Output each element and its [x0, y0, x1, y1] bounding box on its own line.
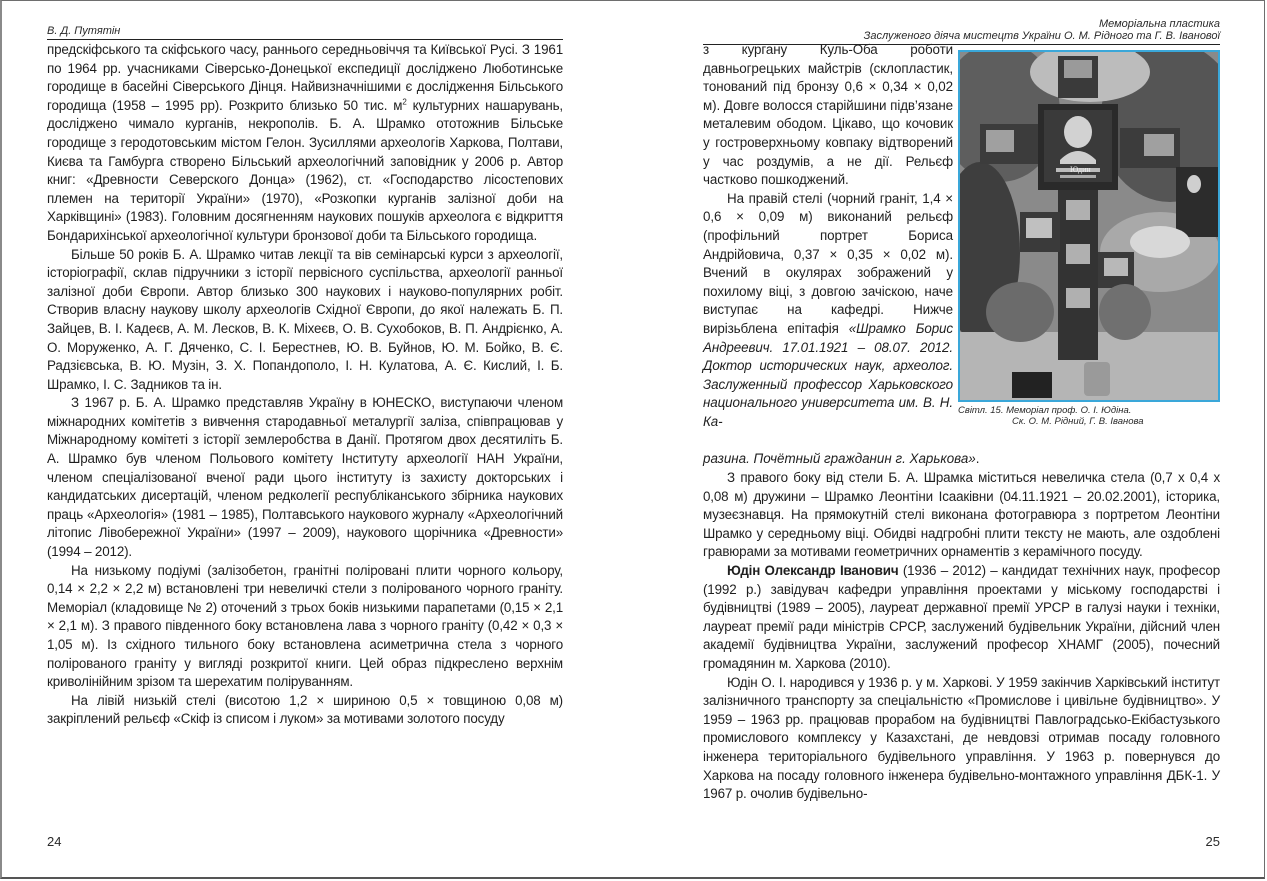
- figure-caption: [958, 405, 1220, 427]
- paragraph: На низькому подіумі (залізобетон, гранітні поліровані плити чорного кольору, 0,14 × 2,2 × 2,2 м) встановлені три невеличкі стели з полірованого чорного граніту. Меморіал (кладовище № 2) оточений з трьох боків низькими парапетами (0,15 × 2,1 × 2,1 м). З правого південного боку встановлена лава з чорного граніту (0,42 × 0,3 × 1,05 м). Із східного тильного боку встановлена асиметрична стела з чорного полірованого граніту у вигляді розкритої книги. Цей образ підкреслено верхнім криволінійним зрізом та шерехатим поліруванням.: [47, 562, 563, 690]
- paragraph: Юдін Олександр Іванович (1936 – 2012) – кандидат технічних наук, професор (1992 р.) завідувач кафедри управління проектами у міському господарстві і будівництві (1989 – 2005), лауреат державної премії УРСР в галузі науки і техніки, лауреат премії ради міністрів СРСР, заслужений будівельник України, дійсний член академії будівництва України, заслужений професор ХНАМГ (2005), почесний громадянин м. Харкова (2010).: [703, 562, 1221, 671]
- caption-line-2: Ск. О. М. Рідний, Г. В. Іванова: [1012, 416, 1144, 427]
- paragraph: предскіфського та скіфського часу, раннього середньовіччя та Київської Русі. З 1961 по 1964 рр. учасниками Сіверсько-Донецької експедиції досліджено Люботинське городище в басейні Сіверського Дінця. Найвизначнішими є дослідження Більського городища (1958 – 1995 рр). Розкрито близько 50 тис. $м^2$ культурних нашарувань, досліджено чимало курганів, некрополів. Б. А. Шрамко ототожнив Більське городище з геродотовським містом Гелон. Зусиллями археологів Харкова, Полтави, Києва та Гамбурга створено Більський археологічний заповідник у 2006 р. Автор книг: «Древности Северского Донца» (1962), ст. «Господарство лісостепових племен на території України» (1970), «Розкопки курганів залізної доби на Харківщині» (1983). Головним досягненням наукових пошуків археолога є відкриття Бондарихінської археологічної культури бронзової доби та Більського городища.: [47, 42, 563, 243]
- right-page: [703, 0, 1220, 881]
- page-number: 25: [1205, 834, 1220, 849]
- svg-text:Юдин: Юдин: [1070, 165, 1091, 174]
- superscript: 2: [402, 97, 407, 107]
- paragraph: Юдін О. І. народився у 1936 р. у м. Харкові. У 1959 закінчив Харківський інститут залізничного транспорту за спеціальністю «Промислове і цивільне будівництво». У 1959 – 1963 рр. працював прорабом на будівництві Павлоградсько-Екібастузького промислового комплексу у Казахстані, де невдовзі отримав посаду головного інженера територіального будівельного управління. У 1963 р. повернувся до Харкова на посаду головного інженера будівельно-монтажного управління ДБК-1. У 1967 р. очолив будівельно-: [703, 674, 1220, 802]
- text-wrapped-column: [703, 41, 953, 431]
- page-number: 24: [47, 834, 62, 849]
- epitaph-tail: разина. Почётный гражданин г. Харькова».: [703, 451, 980, 466]
- paragraph: На правій стелі (чорний граніт, 1,4 × 0,6 × 0,09 м) виконаний рельєф (профільний портрет Бориса Андрійовича, 0,37 × 0,35 × 0,02 м). Вчений в окулярах зображений у похилому віці, з довгою зачіскою, наче виступає на кафедрі. Нижче вирізьблена епітафія «Шрамко Борис Андреевич. 17.01.1921 – 08.07. 2012. Доктор исторических наук, археолог. Заслуженный профессор Харьковского национального университета им. В. Н. Ка-: [703, 190, 953, 429]
- paragraph: З 1967 р. Б. А. Шрамко представляв Україну в ЮНЕСКО, виступаючи членом міжнародних комітетів з вивчення стародавньої металургії заліза, співпрацював у Міжнародному комітеті з історії землеробства в Данії. Протягом двох десятиліть Б. А. Шрамко був членом Польового комітету Інституту археології НАН України, членом спеціалізованої вченої ради цього інституту із захисту докторських і кандидатських дисертацій, членом редколегії республіканського збірника наукових праць «Археологія» (1981 – 1985), Полтавського наукового журналу «Археологічний літопис Лівобережної України» (1997 – 2009), наукового щорічника «Древности» (1994 – 2012).: [47, 395, 563, 560]
- paragraph: На лівій низькій стелі (висотою 1,2 × шириною 0,5 × товщиною 0,08 м) закріплений рельєф «Скіф із списом і луком» за мотивами золотого посуду: [47, 692, 563, 727]
- memorial-photo-image: [960, 52, 1218, 400]
- memorial-photo: [958, 50, 1220, 402]
- paragraph: Більше 50 років Б. А. Шрамко читав лекції та вів семінарські курси з археології, історіографії, склав підручники з історії первісного суспільства, археології ранньої залізної доби Європи. Автор близько 300 наукових і науково-популярних робіт. Створив власну наукову школу археологів Східної Європи, до якої належать Б. П. Зайцев, В. І. Кадеєв, А. М. Лесков, В. К. Міхеєв, О. В. Сухобоков, В. П. Андрієнко, А. О. Моруженко, А. Г. Дяченко, С. І. Берестнев, Ю. В. Буйнов, Ю. М. Бойко, В. Є. Радзієвська, В. Ю. Музін, З. Х. Попандополо, І. Н. Кулатова, А. Є. Кислий, І. Б. Шрамко, І. С. Задников та ін.: [47, 246, 563, 392]
- running-head-line-2: Заслуженого діяча мистецтв України О. М. Рідного та Г. В. Іванової: [863, 30, 1220, 42]
- epitaph-quote: «Шрамко Борис Андреевич. 17.01.1921 – 08.07. 2012. Доктор исторических наук, археолог. Заслуженный профессор Харьковского национального университета им. В. Н. Ка-: [703, 320, 953, 429]
- paragraph: З правого боку від стели Б. А. Шрамка міститься невеличка стела (0,7 х 0,4 х 0,08 м) дружини – Шрамко Леонтіни Ісааківни (04.11.1921 – 20.02.2001), історика, музеєзнавця. На прямокутній стелі виконана фотогравюра з портретом Леонтіни Шрамко у середньому віці. Обидві надгробні плити тексту не мають, але оздоблені гравюрами за мотивами геометричних орнаментів з керамічного посуду.: [703, 470, 1220, 560]
- left-page-body: [47, 41, 563, 729]
- running-head-author: В. Д. Путятін: [47, 25, 563, 40]
- right-page-body: [703, 469, 1220, 804]
- person-name: Юдін Олександр Іванович: [727, 562, 899, 578]
- caption-line-1: Світл. 15. Меморіал проф. О. І. Юдіна.: [958, 405, 1132, 416]
- running-head-line-1: Меморіальна пластика: [1098, 18, 1220, 30]
- paragraph: з кургану Куль-Оба роботи давньогрецьких майстрів (склопластик, тонований під бронзу 0,6 × 0,34 × 0,02 м). Довге волосся старійшини підв’язане металевим ободом. Цікаво, що кочовик у гостроверхньому ковпаку відтворений у час роздумів, а не дії. Рельєф частково пошкоджений.: [703, 42, 953, 188]
- left-page: [47, 0, 563, 881]
